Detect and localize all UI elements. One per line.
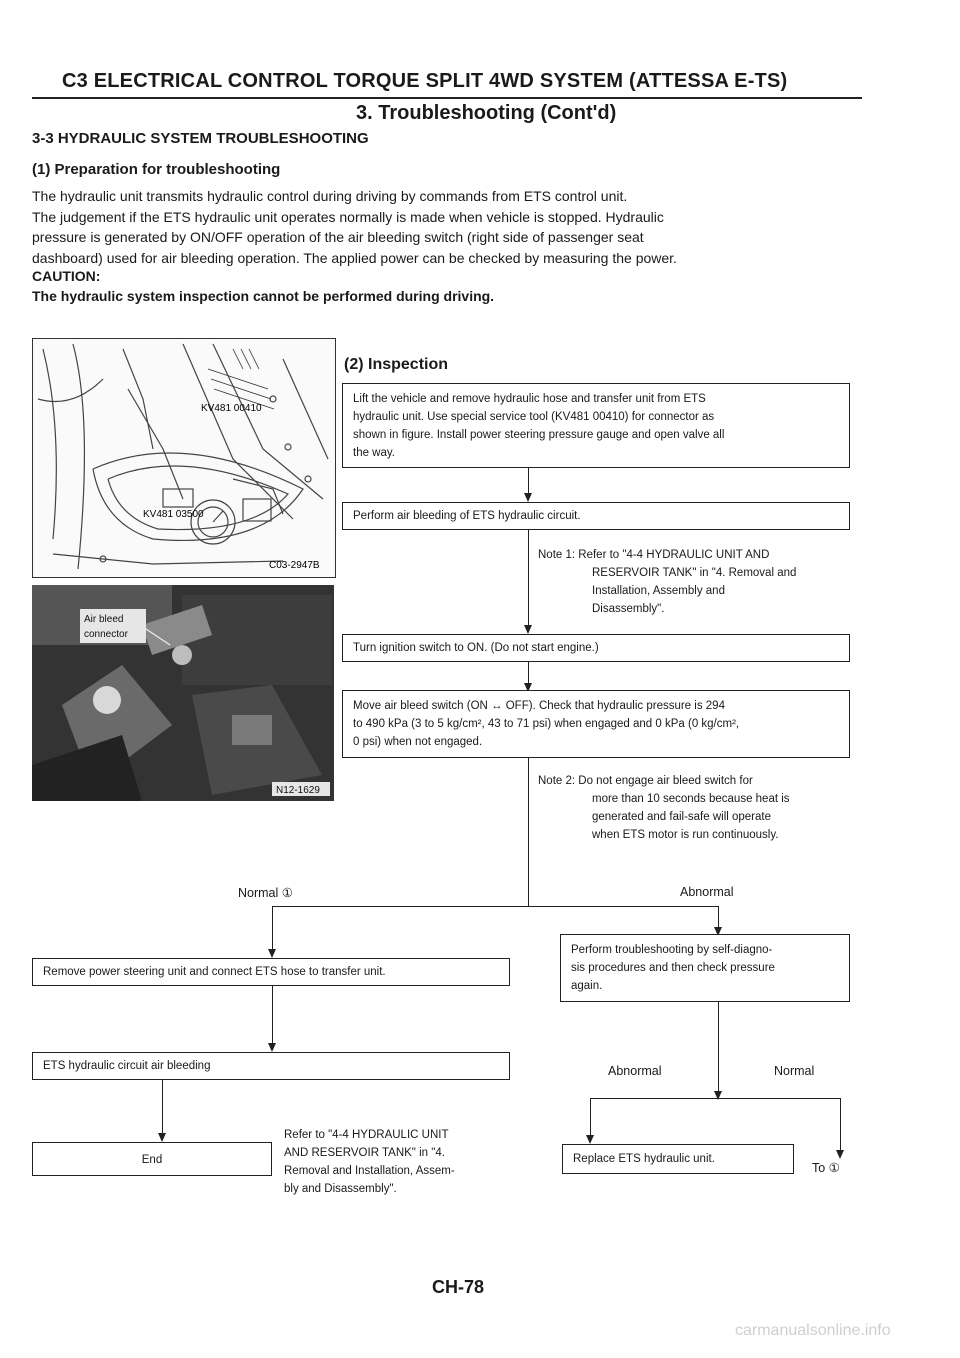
inspection-title: (2) Inspection [344, 356, 449, 373]
photo-drawing [32, 585, 334, 801]
air-bleed-label-line2: connector [84, 629, 128, 640]
flow-arrow [158, 1133, 166, 1142]
right-abnormal-label: Abnormal [608, 1064, 662, 1078]
branch-line [590, 1098, 840, 1099]
flow-arrow [268, 1043, 276, 1052]
connector-line [528, 530, 529, 632]
flow-arrow [586, 1135, 594, 1144]
preparation-line: The judgement if the ETS hydraulic unit operates normally is made when vehicle is stopped. Hydraulic [32, 208, 664, 225]
connector-line [840, 1098, 841, 1156]
page-number: CH-78 [432, 1277, 485, 1297]
step-line: the way. [353, 447, 395, 459]
note-line: bly and Disassembly". [284, 1183, 397, 1195]
air-bleed-label-line1: Air bleed [84, 614, 124, 625]
abnormal-branch-label: Abnormal [680, 885, 734, 899]
photo-code-n12: N12-1629 [276, 785, 320, 796]
caution-label: CAUTION: [32, 268, 101, 284]
note-line: more than 10 seconds because heat is [592, 793, 790, 805]
flow-arrow [524, 625, 532, 634]
tool-connection-drawing [33, 339, 335, 577]
step-lift-vehicle-box [342, 383, 850, 468]
replace-hydraulic-unit-box [562, 1144, 794, 1174]
air-bleed-connector-photo [32, 585, 334, 801]
flow-arrow [836, 1150, 844, 1159]
preparation-paragraph [32, 186, 862, 268]
caution-text: The hydraulic system inspection cannot be performed during driving. [32, 288, 495, 304]
note-line: Note 2: Do not engage air bleed switch for [538, 775, 753, 787]
flow-arrow [524, 493, 532, 502]
note-line: Refer to "4-4 HYDRAULIC UNIT [284, 1129, 449, 1141]
note-1 [538, 546, 796, 618]
connector-line [272, 986, 273, 1050]
preparation-line: The hydraulic unit transmits hydraulic control during driving by commands from ETS control unit. [32, 188, 628, 204]
to-step-1-label: To ① [812, 1161, 840, 1175]
note-line: Disassembly". [592, 603, 665, 615]
step-line: Move air bleed switch (ON ↔ OFF). Check that hydraulic pressure is 294 [353, 700, 725, 712]
tool-label-kv48103500: KV481 03500 [143, 509, 204, 520]
note-line: Note 1: Refer to "4-4 HYDRAULIC UNIT AND [538, 549, 770, 561]
note-line: Removal and Installation, Assem- [284, 1165, 455, 1177]
step-line: Replace ETS hydraulic unit. [573, 1153, 715, 1165]
page-header-title: C3 ELECTRICAL CONTROL TORQUE SPLIT 4WD SYSTEM (ATTESSA E-TS) [62, 70, 788, 92]
step-air-bleed-switch-box [342, 690, 850, 758]
step-line: Turn ignition switch to ON. (Do not start engine.) [353, 642, 599, 654]
normal-branch-label: Normal ① [238, 886, 293, 900]
page-subtitle: 3. Troubleshooting (Cont'd) [356, 102, 617, 124]
branch-line [272, 906, 718, 907]
note-line: generated and fail-safe will operate [592, 811, 772, 823]
step-line: Lift the vehicle and remove hydraulic hose and transfer unit from ETS [353, 393, 706, 405]
connector-line [528, 758, 529, 906]
connector-line [718, 1002, 719, 1098]
watermark: carmanualsonline.info [735, 1322, 891, 1339]
header-rule [32, 97, 862, 99]
note-line: RESERVOIR TANK" in "4. Removal and [592, 567, 797, 579]
ets-air-bleeding-box [32, 1052, 510, 1080]
preparation-line: dashboard) used for air bleeding operation. The applied power can be checked by measuring the power. [32, 249, 677, 266]
section-title: 3-3 HYDRAULIC SYSTEM TROUBLESHOOTING [32, 130, 369, 147]
step-line: 0 psi) when not engaged. [353, 736, 483, 748]
step-line: shown in figure. Install power steering pressure gauge and open valve all [353, 429, 725, 441]
figure-code-c03: C03-2947B [269, 560, 320, 571]
step-line: Perform air bleeding of ETS hydraulic circuit. [353, 510, 581, 522]
left-refer-note [284, 1126, 455, 1198]
step-line: hydraulic unit. Use special service tool (KV481 00410) for connector as [353, 411, 715, 423]
end-label: End [141, 1154, 163, 1166]
remove-power-steering-box [32, 958, 510, 986]
preparation-title: (1) Preparation for troubleshooting [32, 161, 281, 178]
flow-arrow [268, 949, 276, 958]
preparation-line: pressure is generated by ON/OFF operation of the air bleeding switch (right side of passenger seat [32, 229, 644, 245]
step-line: sis procedures and then check pressure [571, 962, 775, 974]
step-ignition-box [342, 634, 850, 662]
step-line: Remove power steering unit and connect ETS hose to transfer unit. [43, 966, 386, 978]
step-line: ETS hydraulic circuit air bleeding [43, 1060, 211, 1072]
end-box [32, 1142, 272, 1176]
step-line: again. [571, 980, 603, 992]
connector-line [162, 1080, 163, 1140]
note-line: AND RESERVOIR TANK" in "4. [284, 1147, 445, 1159]
tool-connection-figure [32, 338, 336, 578]
step-line: Perform troubleshooting by self-diagno- [571, 944, 773, 956]
step-air-bleeding-box [342, 502, 850, 530]
self-diagnosis-box [560, 934, 850, 1002]
note-2 [538, 772, 790, 844]
step-line: to 490 kPa (3 to 5 kg/cm², 43 to 71 psi) when engaged and 0 kPa (0 kg/cm², [353, 718, 740, 730]
right-normal-label: Normal [774, 1064, 815, 1078]
tool-label-kv48100410: KV481 00410 [201, 403, 262, 414]
note-line: Installation, Assembly and [592, 585, 725, 597]
note-line: when ETS motor is run continuously. [592, 829, 779, 841]
